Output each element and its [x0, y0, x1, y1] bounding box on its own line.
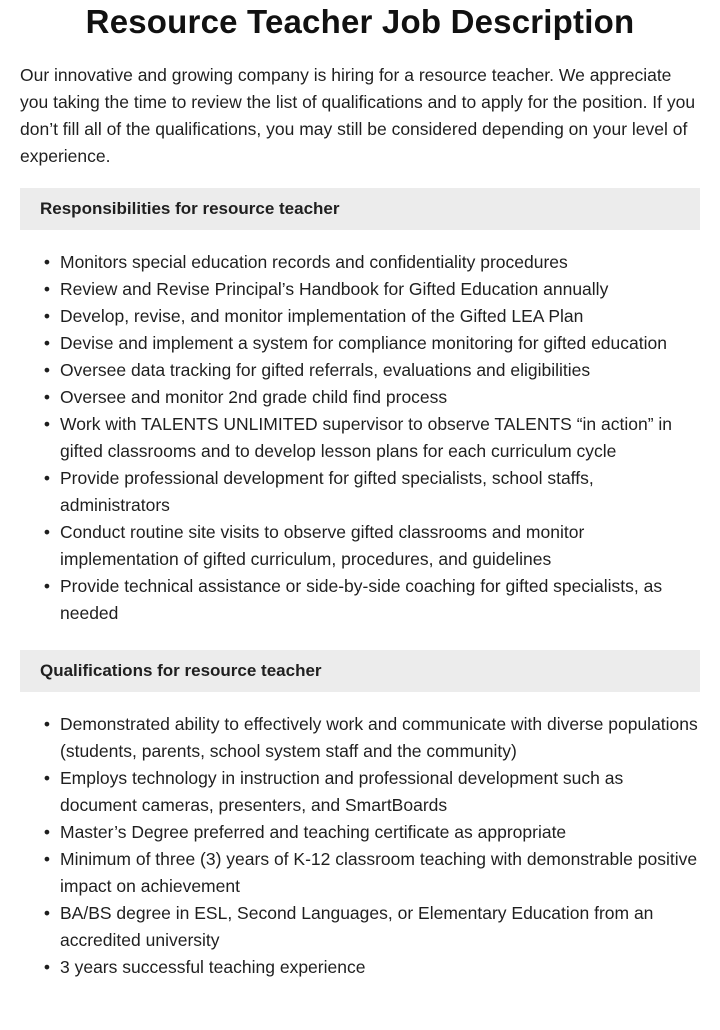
- list-item-text: 3 years successful teaching experience: [60, 957, 366, 977]
- responsibilities-heading: Responsibilities for resource teacher: [20, 188, 700, 230]
- bullet-icon: •: [43, 849, 51, 869]
- bullet-icon: •: [43, 822, 51, 842]
- qualifications-list: [20, 711, 700, 981]
- list-item: [43, 519, 700, 573]
- page-title: Resource Teacher Job Description: [85, 3, 635, 40]
- list-item-text: Devise and implement a system for compliance monitoring for gifted education: [60, 333, 667, 353]
- list-item-text: Minimum of three (3) years of K-12 classroom teaching with demonstrable positive impact on achievement: [60, 849, 698, 896]
- list-item-text: Conduct routine site visits to observe gifted classrooms and monitor implementation of gifted curriculum, procedures, and guidelines: [60, 522, 585, 569]
- list-item-text: Provide professional development for gifted specialists, school staffs, administrators: [60, 468, 594, 515]
- bullet-icon: •: [43, 768, 51, 788]
- list-item-text: Provide technical assistance or side-by-side coaching for gifted specialists, as needed: [60, 576, 663, 623]
- intro-paragraph: Our innovative and growing company is hiring for a resource teacher. We appreciate you taking the time to review the list of qualifications and to apply for the position. If you don’t fill all of the qualifications, you may still be considered depending on your level of experience.: [20, 65, 696, 166]
- bullet-icon: •: [43, 576, 51, 596]
- list-item-text: Review and Revise Principal’s Handbook for Gifted Education annually: [60, 279, 609, 299]
- list-item: [43, 303, 700, 330]
- bullet-icon: •: [43, 714, 51, 734]
- qualifications-heading: Qualifications for resource teacher: [20, 650, 700, 692]
- list-item: [43, 765, 700, 819]
- bullet-icon: •: [43, 903, 51, 923]
- list-item-text: Master’s Degree preferred and teaching certificate as appropriate: [60, 822, 567, 842]
- list-item-text: BA/BS degree in ESL, Second Languages, or Elementary Education from an accredited university: [60, 903, 654, 950]
- list-item: [43, 357, 700, 384]
- list-item: [43, 249, 700, 276]
- list-item: [43, 900, 700, 954]
- bullet-icon: •: [43, 387, 51, 407]
- bullet-icon: •: [43, 306, 51, 326]
- bullet-icon: •: [43, 333, 51, 353]
- bullet-icon: •: [43, 279, 51, 299]
- bullet-icon: •: [43, 414, 51, 434]
- list-item: [43, 411, 700, 465]
- list-item-text: Monitors special education records and confidentiality procedures: [60, 252, 568, 272]
- list-item: [43, 384, 700, 411]
- bullet-icon: •: [43, 522, 51, 542]
- list-item-text: Employs technology in instruction and professional development such as document cameras, presenters, and SmartBoards: [60, 768, 624, 815]
- list-item-text: Oversee and monitor 2nd grade child find process: [60, 387, 448, 407]
- list-item: [43, 465, 700, 519]
- bullet-icon: •: [43, 360, 51, 380]
- list-item: [43, 276, 700, 303]
- list-item: [43, 711, 700, 765]
- list-item: [43, 573, 700, 627]
- bullet-icon: •: [43, 468, 51, 488]
- list-item: [43, 330, 700, 357]
- bullet-icon: •: [43, 252, 51, 272]
- list-item-text: Oversee data tracking for gifted referrals, evaluations and eligibilities: [60, 360, 591, 380]
- list-item-text: Demonstrated ability to effectively work and communicate with diverse populations (students, parents, school system staff and the community): [60, 714, 698, 761]
- list-item-text: Develop, revise, and monitor implementation of the Gifted LEA Plan: [60, 306, 584, 326]
- section-gap: [20, 627, 700, 632]
- bullet-icon: •: [43, 957, 51, 977]
- list-item: [43, 954, 700, 981]
- list-item: [43, 819, 700, 846]
- list-item: [43, 846, 700, 900]
- list-item-text: Work with TALENTS UNLIMITED supervisor to observe TALENTS “in action” in gifted classrooms and to develop lesson plans for each curriculum cycle: [60, 414, 673, 461]
- responsibilities-list: [20, 249, 700, 627]
